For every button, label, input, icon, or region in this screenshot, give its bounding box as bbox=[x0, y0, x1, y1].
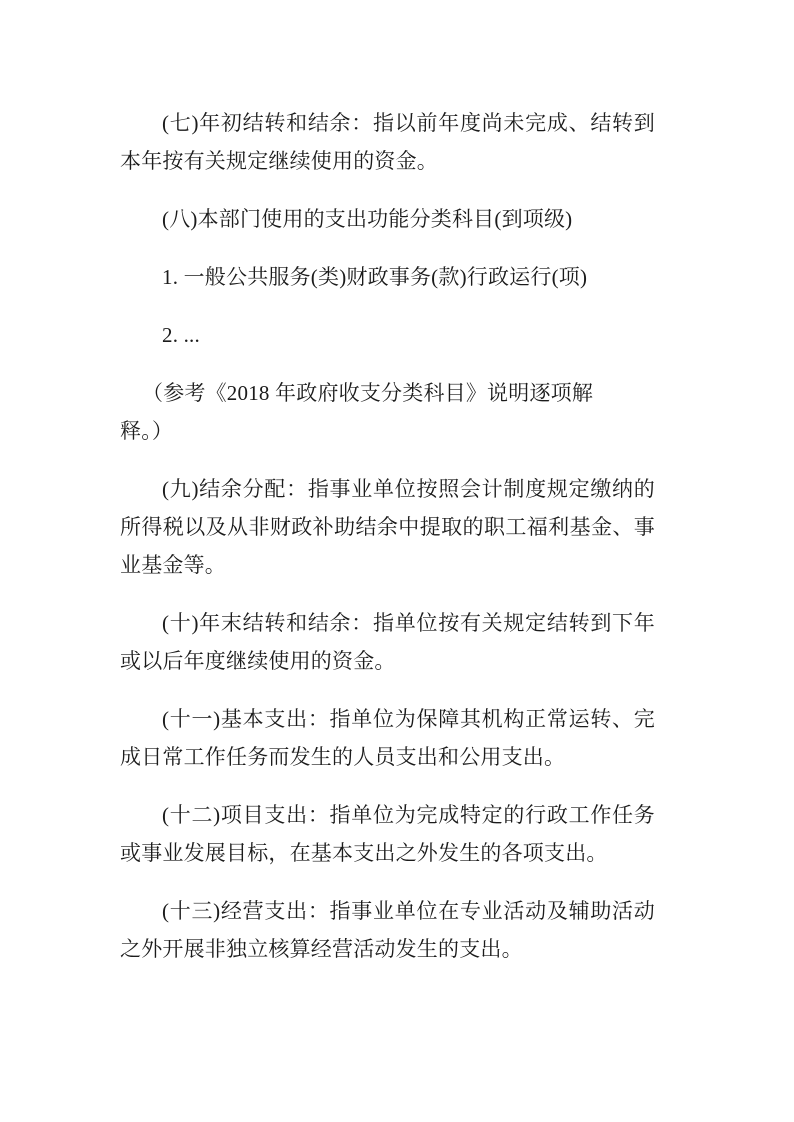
text-line: (十)年末结转和结余：指单位按有关规定结转到下年 bbox=[162, 611, 655, 635]
text-line: （参考《2018 年政府收支分类科目》说明逐项解 bbox=[142, 381, 594, 405]
paragraph-list-item-2 bbox=[120, 316, 655, 354]
text-line: (十三)经营支出：指事业单位在专业活动及辅助活动 bbox=[162, 899, 655, 923]
text-line: (七)年初结转和结余：指以前年度尚未完成、结转到 bbox=[162, 111, 655, 135]
paragraph-item-8 bbox=[120, 200, 655, 238]
text-line: 释。） bbox=[120, 419, 174, 443]
paragraph-item-7 bbox=[120, 104, 655, 180]
paragraph-item-12 bbox=[120, 796, 655, 872]
paragraph-reference-note bbox=[120, 374, 655, 450]
paragraph-item-11 bbox=[120, 700, 655, 776]
text-line: 或事业发展目标，在基本支出之外发生的各项支出。 bbox=[120, 841, 608, 865]
text-line: 成日常工作任务而发生的人员支出和公用支出。 bbox=[120, 745, 566, 769]
paragraph-item-9 bbox=[120, 470, 655, 584]
paragraph-item-10 bbox=[120, 604, 655, 680]
text-line: (八)本部门使用的支出功能分类科目(到项级) bbox=[162, 207, 573, 231]
text-line: 本年按有关规定继续使用的资金。 bbox=[120, 149, 438, 173]
text-line: 或以后年度继续使用的资金。 bbox=[120, 649, 396, 673]
text-line: 之外开展非独立核算经营活动发生的支出。 bbox=[120, 937, 523, 961]
text-line: 所得税以及从非财政补助结余中提取的职工福利基金、事 bbox=[120, 515, 655, 539]
text-line: (十一)基本支出：指单位为保障其机构正常运转、完 bbox=[162, 707, 655, 731]
text-line: (九)结余分配：指事业单位按照会计制度规定缴纳的 bbox=[162, 477, 655, 501]
text-line: 业基金等。 bbox=[120, 553, 226, 577]
text-line: 1. 一般公共服务(类)财政事务(款)行政运行(项) bbox=[162, 265, 588, 289]
text-line: 2. ... bbox=[162, 323, 200, 347]
text-line: (十二)项目支出：指单位为完成特定的行政工作任务 bbox=[162, 803, 655, 827]
document-body bbox=[120, 104, 655, 968]
paragraph-item-13 bbox=[120, 892, 655, 968]
paragraph-list-item-1 bbox=[120, 258, 655, 296]
